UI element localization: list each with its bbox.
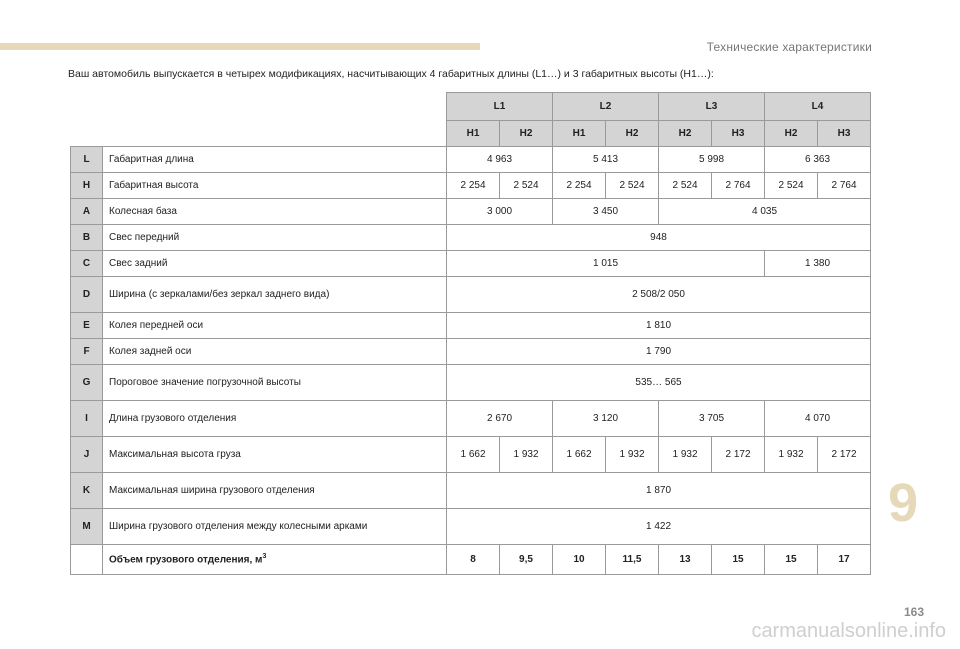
row-value: 1 932 [500, 437, 553, 473]
table-row [71, 365, 871, 401]
row-value: 1 662 [553, 437, 606, 473]
row-key: C [71, 251, 103, 277]
row-label: Колея передней оси [103, 313, 447, 339]
row-label: Максимальная ширина грузового отделения [103, 473, 447, 509]
height-header-row [71, 121, 871, 147]
table-row [71, 313, 871, 339]
volume-value: 15 [765, 545, 818, 575]
row-value: 3 120 [553, 401, 659, 437]
length-header-row [71, 93, 871, 121]
table-row [71, 277, 871, 313]
volume-value: 11,5 [606, 545, 659, 575]
row-value: 4 070 [765, 401, 871, 437]
row-key: G [71, 365, 103, 401]
row-value: 3 000 [447, 199, 553, 225]
row-value: 4 963 [447, 147, 553, 173]
volume-value: 15 [712, 545, 765, 575]
row-value: 948 [447, 225, 871, 251]
row-key: D [71, 277, 103, 313]
table-row [71, 173, 871, 199]
row-value: 1 870 [447, 473, 871, 509]
row-key: B [71, 225, 103, 251]
height-header: H3 [818, 121, 871, 147]
table-row [71, 225, 871, 251]
section-title: Технические характеристики [706, 40, 872, 54]
height-header: H1 [553, 121, 606, 147]
section-color-bar [0, 43, 480, 50]
row-label: Ширина грузового отделения между колесными арками [103, 509, 447, 545]
volume-value: 17 [818, 545, 871, 575]
watermark-text: carmanualsonline.info [751, 620, 946, 642]
length-header: L4 [765, 93, 871, 121]
row-value: 5 413 [553, 147, 659, 173]
row-value: 1 810 [447, 313, 871, 339]
row-value: 2 524 [500, 173, 553, 199]
row-value: 2 764 [818, 173, 871, 199]
row-key: F [71, 339, 103, 365]
table-row [71, 199, 871, 225]
length-header: L2 [553, 93, 659, 121]
row-value: 2 172 [712, 437, 765, 473]
row-value: 2 524 [659, 173, 712, 199]
dimensions-table [70, 92, 871, 575]
row-label: Ширина (с зеркалами/без зеркал заднего вида) [103, 277, 447, 313]
row-value: 2 254 [553, 173, 606, 199]
row-label: Габаритная высота [103, 173, 447, 199]
volume-row [71, 545, 871, 575]
row-value: 4 035 [659, 199, 871, 225]
table-row [71, 251, 871, 277]
volume-unit-superscript: 3 [262, 553, 267, 561]
row-label: Колея задней оси [103, 339, 447, 365]
table-row [71, 339, 871, 365]
row-label: Габаритная длина [103, 147, 447, 173]
row-value: 1 662 [447, 437, 500, 473]
row-value: 535… 565 [447, 365, 871, 401]
row-value: 2 254 [447, 173, 500, 199]
row-key: A [71, 199, 103, 225]
row-key: L [71, 147, 103, 173]
table-row [71, 147, 871, 173]
row-value: 1 932 [659, 437, 712, 473]
height-header: H2 [606, 121, 659, 147]
row-value: 1 015 [447, 251, 765, 277]
row-value: 2 524 [606, 173, 659, 199]
table-row [71, 437, 871, 473]
volume-value: 10 [553, 545, 606, 575]
row-key: H [71, 173, 103, 199]
height-header: H2 [765, 121, 818, 147]
volume-label: Объем грузового отделения, $м^3$ [103, 545, 447, 575]
row-label: Длина грузового отделения [103, 401, 447, 437]
page-number: 163 [903, 605, 924, 619]
row-key: E [71, 313, 103, 339]
row-value: 1 422 [447, 509, 871, 545]
row-label: Свес задний [103, 251, 447, 277]
row-key: I [71, 401, 103, 437]
row-value: 1 790 [447, 339, 871, 365]
length-header: L3 [659, 93, 765, 121]
height-header: H3 [712, 121, 765, 147]
row-value: 1 932 [765, 437, 818, 473]
table-row [71, 473, 871, 509]
row-key: K [71, 473, 103, 509]
row-label: Максимальная высота груза [103, 437, 447, 473]
row-value: 2 524 [765, 173, 818, 199]
row-label: Колесная база [103, 199, 447, 225]
height-header: H2 [500, 121, 553, 147]
row-value: 2 508/2 050 [447, 277, 871, 313]
row-value: 2 764 [712, 173, 765, 199]
row-key: M [71, 509, 103, 545]
height-header: H1 [447, 121, 500, 147]
intro-text: Ваш автомобиль выпускается в четырех модификациях, насчитывающих 4 габаритных длины (L1…) и 3 габаритных высоты (H1…): [68, 68, 714, 80]
volume-value: 13 [659, 545, 712, 575]
row-label: Пороговое значение погрузочной высоты [103, 365, 447, 401]
row-value: 3 450 [553, 199, 659, 225]
row-value: 3 705 [659, 401, 765, 437]
length-header: L1 [447, 93, 553, 121]
dimensions-table-body [71, 147, 871, 545]
row-value: 2 670 [447, 401, 553, 437]
chapter-number: 9 [888, 473, 919, 533]
row-value: 1 380 [765, 251, 871, 277]
row-key: J [71, 437, 103, 473]
row-value: 6 363 [765, 147, 871, 173]
row-value: 2 172 [818, 437, 871, 473]
table-row [71, 401, 871, 437]
volume-value: 9,5 [500, 545, 553, 575]
row-value: 1 932 [606, 437, 659, 473]
height-header: H2 [659, 121, 712, 147]
row-value: 5 998 [659, 147, 765, 173]
row-label: Свес передний [103, 225, 447, 251]
table-row [71, 509, 871, 545]
volume-value: 8 [447, 545, 500, 575]
